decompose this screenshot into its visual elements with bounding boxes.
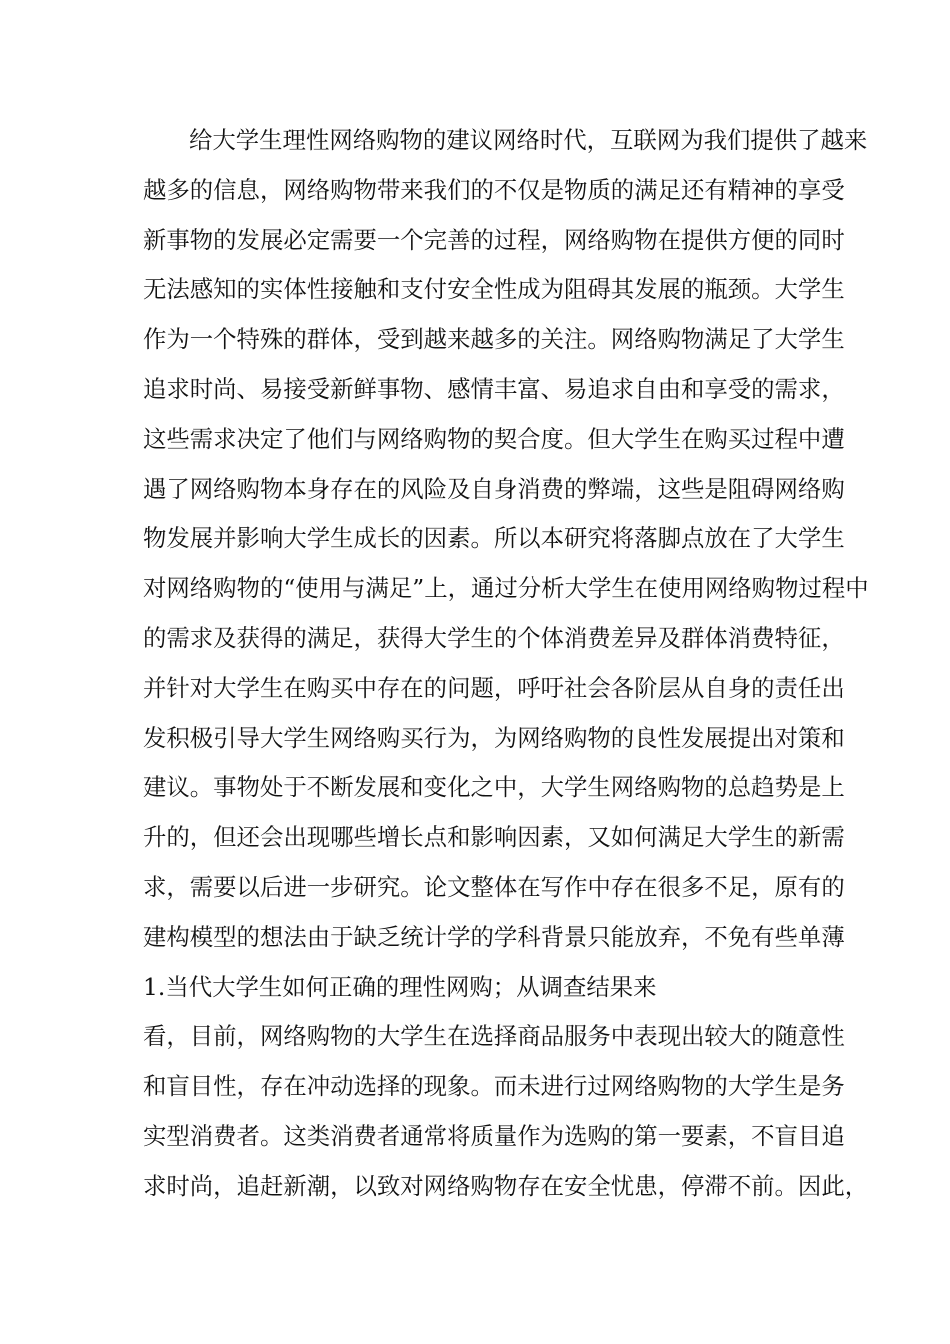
text-line: 发积极引导大学生网络购买行为，为网络购物的良性发展提出对策和 xyxy=(143,723,845,752)
text-line: 这些需求决定了他们与网络购物的契合度。但大学生在购买过程中遭 xyxy=(143,424,845,453)
text-line: 建议。事物处于不断发展和变化之中，大学生网络购物的总趋势是上 xyxy=(143,773,845,802)
text-line: 给大学生理性网络购物的建议网络时代，互联网为我们提供了越来 xyxy=(189,126,868,154)
text-line: 物发展并影响大学生成长的因素。所以本研究将落脚点放在了大学生 xyxy=(143,524,845,553)
text-line: 无法感知的实体性接触和支付安全性成为阻碍其发展的瓶颈。大学生 xyxy=(143,275,845,304)
text-line: 建构模型的想法由于缺乏统计学的学科背景只能放弃，不免有些单薄 xyxy=(143,922,845,951)
text-line: 对网络购物的“使用与满足”上，通过分析大学生在使用网络购物过程中 xyxy=(143,574,869,603)
text-line: 追求时尚、易接受新鲜事物、感情丰富、易追求自由和享受的需求， xyxy=(143,374,845,403)
text-line: 新事物的发展必定需要一个完善的过程，网络购物在提供方便的同时 xyxy=(143,225,845,254)
body-text xyxy=(143,116,869,1212)
text-line: 遇了网络购物本身存在的风险及自身消费的弊端，这些是阻碍网络购 xyxy=(143,474,845,503)
text-line: 实型消费者。这类消费者通常将质量作为选购的第一要素，不盲目追 xyxy=(143,1121,845,1150)
text-line: 作为一个特殊的群体，受到越来越多的关注。网络购物满足了大学生 xyxy=(143,325,845,354)
text-line: 升的，但还会出现哪些增长点和影响因素，又如何满足大学生的新需 xyxy=(143,823,845,852)
text-line: 求时尚，追赶新潮，以致对网络购物存在安全忧患，停滞不前。因此， xyxy=(143,1171,869,1200)
text-line: 越多的信息，网络购物带来我们的不仅是物质的满足还有精神的享受 xyxy=(143,175,845,204)
text-line: 求，需要以后进一步研究。论文整体在写作中存在很多不足，原有的 xyxy=(143,872,845,901)
text-line: 看，目前，网络购物的大学生在选择商品服务中表现出较大的随意性 xyxy=(143,1022,845,1051)
text-line: 和盲目性，存在冲动选择的现象。而未进行过网络购物的大学生是务 xyxy=(143,1072,845,1101)
section-heading: 1.当代大学生如何正确的理性网购；从调查结果来 xyxy=(143,972,657,1001)
text-line: 的需求及获得的满足，获得大学生的个体消费差异及群体消费特征， xyxy=(143,623,845,652)
text-line: 并针对大学生在购买中存在的问题，呼吁社会各阶层从自身的责任出 xyxy=(143,673,845,702)
